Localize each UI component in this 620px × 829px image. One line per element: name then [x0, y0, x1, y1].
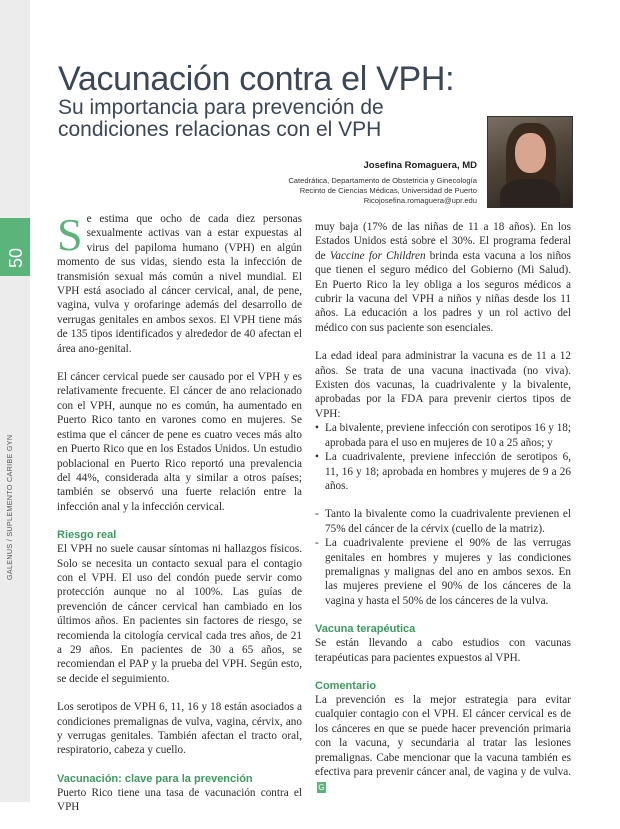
right-column [315, 220, 571, 808]
running-head [5, 330, 25, 590]
author-affiliation-line: Catedrática, Departamento de Obstetricia y Ginecología [288, 176, 477, 185]
dropcap: S [57, 209, 83, 260]
page-sidebar [0, 0, 30, 802]
running-head-text: GALENUS / SUPLEMENTO CARIBE GYN [5, 434, 14, 580]
paragraph: El cáncer cervical puede ser causado por el VPH y es relativamente frecuente. El cáncer de ano relacionado con el VPH, aunque no es común, ha aumentado en Puerto Rico tanto en varones como en mujeres. Se estima que el cáncer de pene es cuatro veces más alto en Puerto Rico que en los Estados Unidos. Un estudio poblacional en Puerto Rico reportó una prevalencia del 44%, considerada alta y similar a otros países; también se observó una fuerte relación entre la infección anal y la infección cervical. [57, 371, 302, 513]
text-span: brinda esta vacuna a los niños que tienen el seguro médico del Gobierno (Mi Salud). En Puerto Rico la ley obliga a los seguros médicos a cubrir la vacuna del VPH a niños y niñas desde los 11 años. La educación a los padres y un rol activo del médico con sus paciente son esenciales. [315, 249, 571, 334]
article-subtitle: Su importancia para prevención de condiciones relacionas con el VPH [58, 96, 384, 141]
author-name: Josefina Romaguera, MD [363, 160, 477, 171]
paragraph: Se están llevando a cabo estudios con vacunas terapéuticas para pacientes expuestos al VPH. [315, 637, 571, 664]
intro-text: e estima que ocho de cada diez personas sexualmente activas van a estar expuestas al virus del papiloma humano (VPH) en algún momento de sus vidas, siendo esta la infección de transmisión sexual más común a nivel mundial. El VPH está asociado al cáncer cervical, anal, de pene, vagina, vulva y orofaringe además del desarrollo de verrugas genitales en ambos sexos. El VPH tiene más de 135 tipos identificados y alrededor de 40 afectan el área ano-genital. [57, 213, 302, 355]
article-title: Vacunación contra el VPH: [58, 60, 455, 98]
program-name: Vaccine for Children [329, 249, 426, 262]
paragraph: La edad ideal para administrar la vacuna es de 11 a 12 años. Se trata de una vacuna inactivada (no viva). Existen dos vacunas, la cuadrivalente y la bivalente, aprobadas por la FDA para prevenir ciertos tipos de VPH: [315, 350, 571, 420]
list-item: • La cuadrivalente, previene infección de serotipos 6, 11, 16 y 18; aprobada en hombres y mujeres de 9 a 26 años. [315, 450, 571, 493]
author-affiliation-line: Recinto de Ciencias Médicas, Universidad de Puerto [299, 186, 477, 195]
page-number: 50 [6, 247, 26, 268]
vaccine-bullet-list [315, 421, 571, 493]
paragraph: El VPH no suele causar síntomas ni hallazgos físicos. Solo se necesita un contacto sexual para el contagio con el VPH. El uso del condón puede servir como protección aunque no al 100%. Las guías de prevención de cáncer cervical han cambiado en los últimos años. En pacientes sin factores de riesgo, se recomienda la citología cervical cada tres años, de 21 a 29 años. En pacientes de 30 a 65 años, se recomiendan el PAP y la prueba del VPH. Según esto, se decide el seguimiento. [57, 543, 302, 685]
section-heading-vacunacion: Vacunación: clave para la prevención [57, 772, 253, 785]
text-span: La prevención es la mejor estrategia para evitar cualquier contagio con el VPH. El cáncer cervical es de los cánceres en que se puede hacer prevención primaria con la vacuna, y secundaria al tratar las lesiones premalignas. Cabe mencionar que la vacuna también es efectiva para prevenir cáncer anal, de vagina y de vulva. [315, 693, 571, 778]
section-heading-comentario: Comentario [315, 679, 377, 692]
text-span: muy baja (17% de las niñas de 11 a 18 años). En los Estados Unidos está sobre el 30%. El programa federal de [315, 221, 571, 262]
list-item: - La cuadrivalente previene el 90% de las verrugas genitales en hombres y mujeres y las condiciones premalignas y malignas del ano en ambos sexos. En las mujeres previene el 90% de los cánceres de la vagina y hasta el 50% de los cánceres de la vulva. [315, 536, 571, 608]
paragraph [315, 220, 571, 335]
left-column [57, 209, 302, 829]
section-heading-riesgo: Riesgo real [57, 529, 117, 542]
author-affiliation-line: Ricojosefina.romaguera@upr.edu [363, 196, 477, 205]
intro-paragraph [57, 209, 302, 356]
end-mark: G [318, 783, 325, 793]
paragraph: Los serotipos de VPH 6, 11, 16 y 18 están asociados a condiciones premalignas de vulva, vagina, cérvix, ano y verrugas genitales. También afectan el tracto oral, respiratorio, cabeza y cuello. [57, 701, 302, 757]
author-photo [487, 116, 573, 208]
list-item: • La bivalente, previene infección con serotipos 16 y 18; aprobada para el uso en mujeres de 10 a 25 años; y [315, 421, 571, 450]
paragraph: Puerto Rico tiene una tasa de vacunación contra el VPH [57, 786, 302, 814]
section-heading-terapeutica: Vacuna terapéutica [315, 623, 416, 636]
efficacy-dash-list [315, 507, 571, 608]
paragraph [315, 693, 571, 794]
list-item: - Tanto la bivalente como la cuadrivalente previenen el 75% del cáncer de la cérvix (cuello de la matriz). [315, 507, 571, 536]
